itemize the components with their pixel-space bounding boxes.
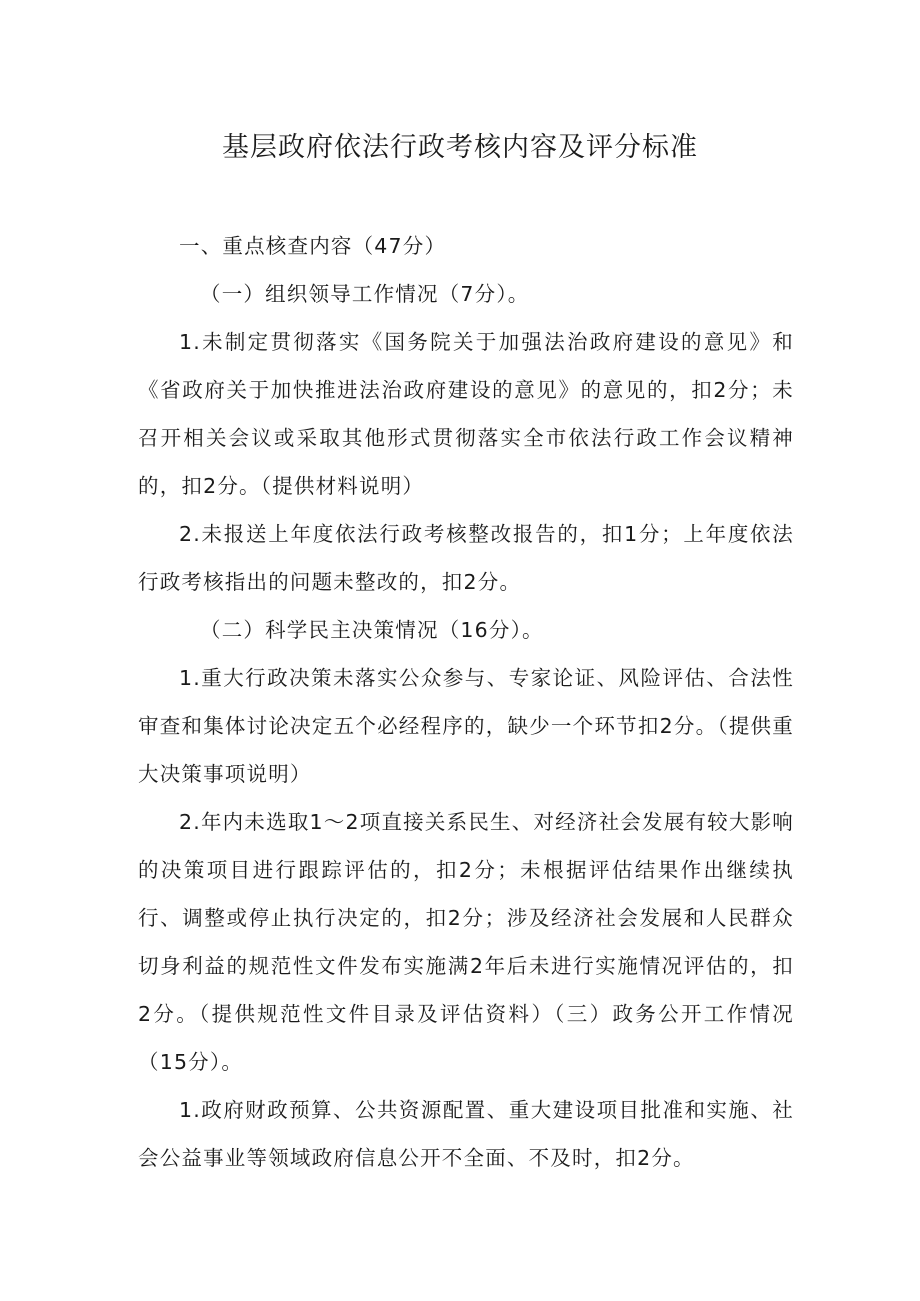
document-body: [138, 222, 794, 1182]
subsection-heading-organization: （一）组织领导工作情况（7分）。: [200, 282, 530, 306]
paragraph-item: 2.未报送上年度依法行政考核整改报告的，扣1分；上年度依法行政考核指出的问题未整改的，扣2分。: [138, 522, 794, 594]
document-title: 基层政府依法行政考核内容及评分标准: [222, 132, 698, 163]
subsection-heading-decision-making: （二）科学民主决策情况（16分）。: [200, 618, 544, 642]
section-heading-key-review: 一、重点核查内容（47分）: [179, 234, 447, 258]
paragraph-item: 1.未制定贯彻落实《国务院关于加强法治政府建设的意见》和《省政府关于加快推进法治政府建设的意见》的意见的，扣2分；未召开相关会议或采取其他形式贯彻落实全市依法行政工作会议精神的，扣2分。（提供材料说明）: [138, 330, 794, 498]
paragraph-item: 1.政府财政预算、公共资源配置、重大建设项目批准和实施、社会公益事业等领域政府信息公开不全面、不及时，扣2分。: [138, 1098, 794, 1170]
paragraph-item: 1.重大行政决策未落实公众参与、专家论证、风险评估、合法性审查和集体讨论决定五个必经程序的，缺少一个环节扣2分。（提供重大决策事项说明）: [138, 666, 794, 786]
paragraph-item: 2.年内未选取1〜2项直接关系民生、对经济社会发展有较大影响的决策项目进行跟踪评估的，扣2分；未根据评估结果作出继续执行、调整或停止执行决定的，扣2分；涉及经济社会发展和人民群众切身利益的规范性文件发布实施满2年后未进行实施情况评估的，扣2分。（提供规范性文件目录及评估资料）（三）政务公开工作情况（15分）。: [138, 810, 794, 1074]
